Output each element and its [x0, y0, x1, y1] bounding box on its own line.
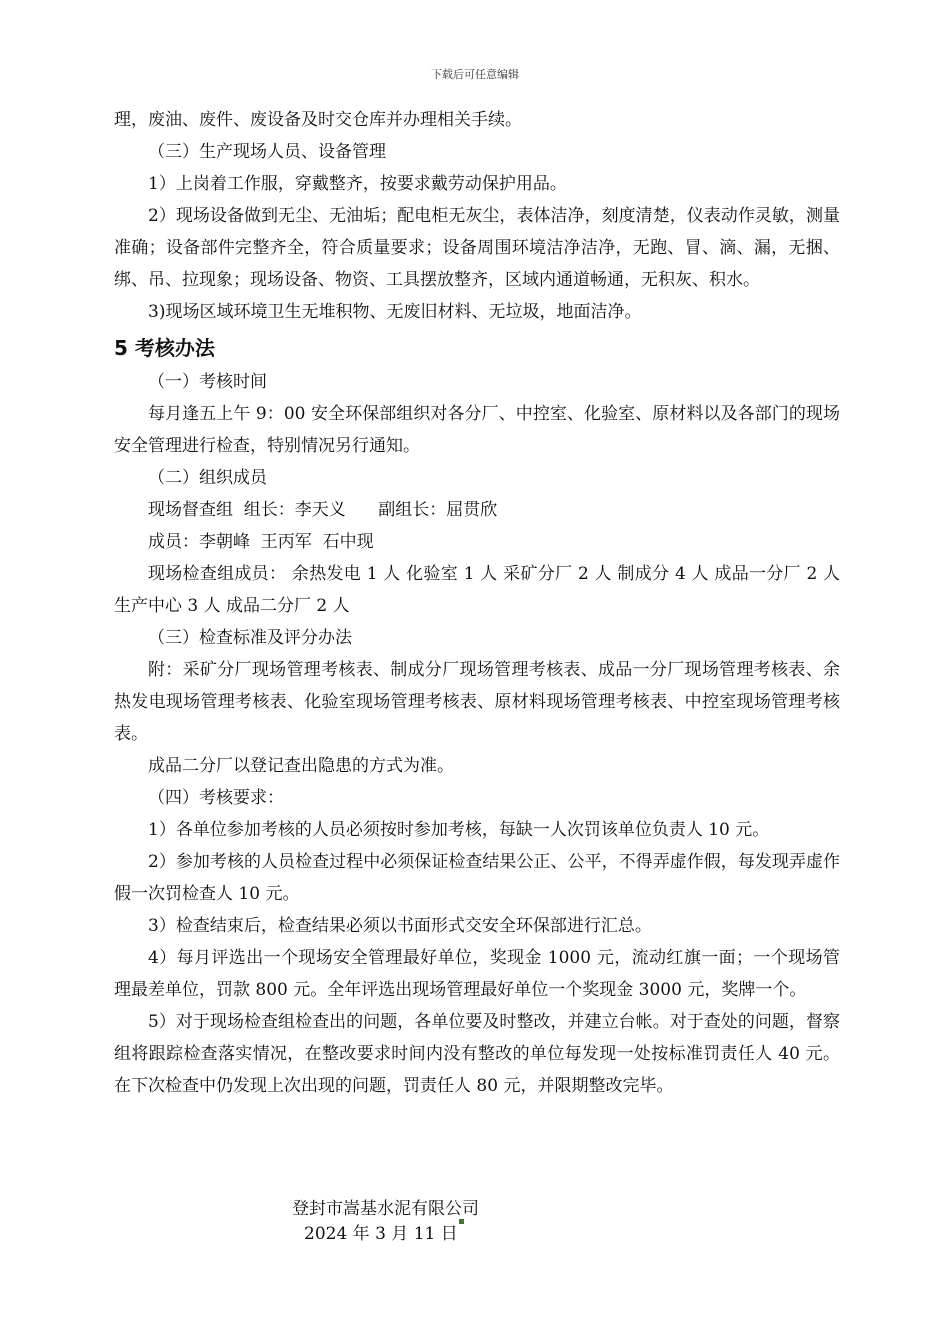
paragraph: 3）检查结束后，检查结果必须以书面形式交安全环保部进行汇总。 [148, 916, 652, 936]
paragraph: 现场检查组成员： 余热发电 1 人 化验室 1 人 采矿分厂 2 人 制成分 4 人 成品一分厂 2 人 生产中心 3 人 成品二分厂 2 人 [114, 564, 840, 616]
paragraph: 理，废油、废件、废设备及时交仓库并办理相关手续。 [114, 110, 522, 130]
paragraph: 附：采矿分厂现场管理考核表、制成分厂现场管理考核表、成品一分厂现场管理考核表、余热发电现场管理考核表、化验室现场管理考核表、原材料现场管理考核表、中控室现场管理考核表。 [114, 660, 840, 744]
signature-company: 登封市嵩基水泥有限公司 [292, 1199, 479, 1219]
paragraph: 现场督查组 组长：李天义 副组长：屈贯欣 [148, 500, 498, 520]
subsection-heading: （三）检查标准及评分办法 [148, 628, 352, 648]
paragraph: 4）每月评选出一个现场安全管理最好单位，奖现金 1000 元，流动红旗一面；一个现场管理最差单位，罚款 800 元。全年评选出现场管理最好单位一个奖现金 3000 元，奖牌一个。 [114, 948, 840, 1000]
paragraph: 2）参加考核的人员检查过程中必须保证检查结果公正、公平，不得弄虚作假，每发现弄虚作假一次罚检查人 10 元。 [114, 852, 840, 904]
paragraph: 2）现场设备做到无尘、无油垢；配电柜无灰尘，表体洁净，刻度清楚，仪表动作灵敏，测量准确；设备部件完整齐全，符合质量要求；设备周围环境洁净洁净，无跑、冒、滴、漏，无捆、绑、吊、拉现象；现场设备、物资、工具摆放整齐，区域内通道畅通，无积灰、积水。 [114, 206, 840, 290]
subsection-heading: （一）考核时间 [148, 372, 267, 392]
subsection-heading: （二）组织成员 [148, 468, 267, 488]
page-header: 下载后可任意编辑 [431, 68, 519, 81]
paragraph: 成品二分厂以登记查出隐患的方式为准。 [148, 756, 454, 776]
subsection-heading: （三）生产现场人员、设备管理 [148, 142, 386, 162]
paragraph: 1）上岗着工作服，穿戴整齐，按要求戴劳动保护用品。 [148, 174, 567, 194]
paragraph: 3)现场区域环境卫生无堆积物、无废旧材料、无垃圾，地面洁净。 [148, 302, 642, 322]
document-body [114, 104, 840, 1102]
anchor-marker-icon [459, 1219, 464, 1224]
paragraph: 成员：李朝峰 王丙军 石中现 [148, 532, 374, 552]
signature-date: 2024 年 3 月 11 日 [304, 1224, 458, 1244]
paragraph: 5）对于现场检查组检查出的问题，各单位要及时整改，并建立台帐。对于查处的问题，督察组将跟踪检查落实情况，在整改要求时间内没有整改的单位每发现一处按标准罚责任人 40 元。在下次检查中仍发现上次出现的问题，罚责任人 80 元，并限期整改完毕。 [114, 1012, 840, 1096]
paragraph: 1）各单位参加考核的人员必须按时参加考核，每缺一人次罚该单位负责人 10 元。 [148, 820, 770, 840]
subsection-heading: （四）考核要求： [148, 788, 284, 808]
section-heading: 5 考核办法 [114, 336, 215, 360]
paragraph: 每月逢五上午 9：00 安全环保部组织对各分厂、中控室、化验室、原材料以及各部门的现场安全管理进行检查，特别情况另行通知。 [114, 404, 840, 456]
